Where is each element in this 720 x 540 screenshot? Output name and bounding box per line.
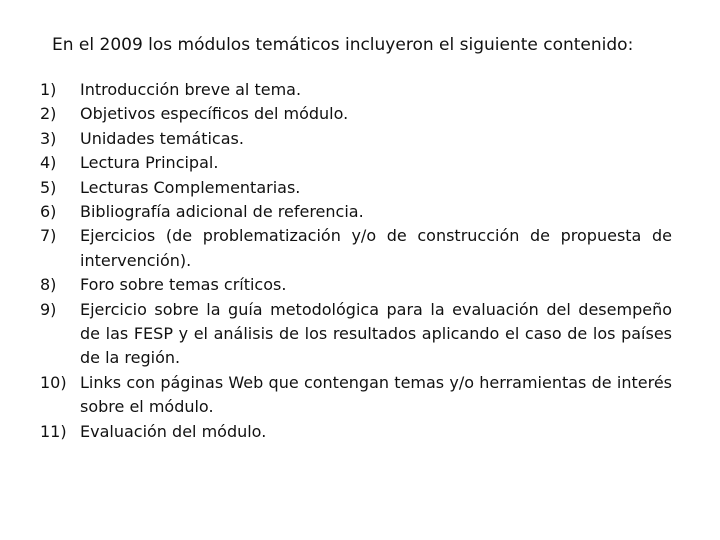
item-text: Ejercicios (de problematización y/o de construcción de propuesta de intervención). [80,226,672,270]
item-text: Objetivos específicos del módulo. [80,104,349,124]
list-item [40,371,672,420]
item-text: Links con páginas Web que contengan temas y/o herramientas de interés sobre el módulo. [80,372,672,417]
item-number: 1) [40,80,57,99]
item-text: Foro sobre temas críticos. [80,275,287,295]
list-item [40,273,672,297]
list-item [40,298,672,371]
item-text: Bibliografía adicional de referencia. [80,202,364,222]
item-text: Evaluación del módulo. [80,421,267,441]
list-item [40,151,672,175]
item-text: Lectura Principal. [80,153,219,173]
list-item [40,102,672,126]
item-number: 9) [40,299,57,319]
list-item [40,127,672,151]
list-item [40,420,672,444]
item-number: 11) [40,421,67,441]
item-text: Ejercicio sobre la guía metodológica para la evaluación del desempeño de las FESP y el análisis de los resultados aplicando el caso de los países de la región. [80,299,672,368]
list-item [40,200,672,224]
list-item [40,176,672,200]
item-number: 8) [40,275,57,295]
item-number: 3) [40,128,57,148]
list-item [40,224,672,273]
item-number: 2) [40,104,57,124]
item-number: 5) [40,177,57,197]
item-text: Introducción breve al tema. [80,80,302,99]
item-text: Unidades temáticas. [80,128,244,148]
item-number: 10) [40,372,67,392]
item-number: 4) [40,153,57,173]
slide-heading: En el 2009 los módulos temáticos incluyeron el siguiente contenido: [52,35,634,55]
item-text: Lecturas Complementarias. [80,177,301,197]
content-list [40,78,672,444]
list-item [40,78,672,102]
item-number: 7) [40,226,57,246]
item-number: 6) [40,202,57,222]
